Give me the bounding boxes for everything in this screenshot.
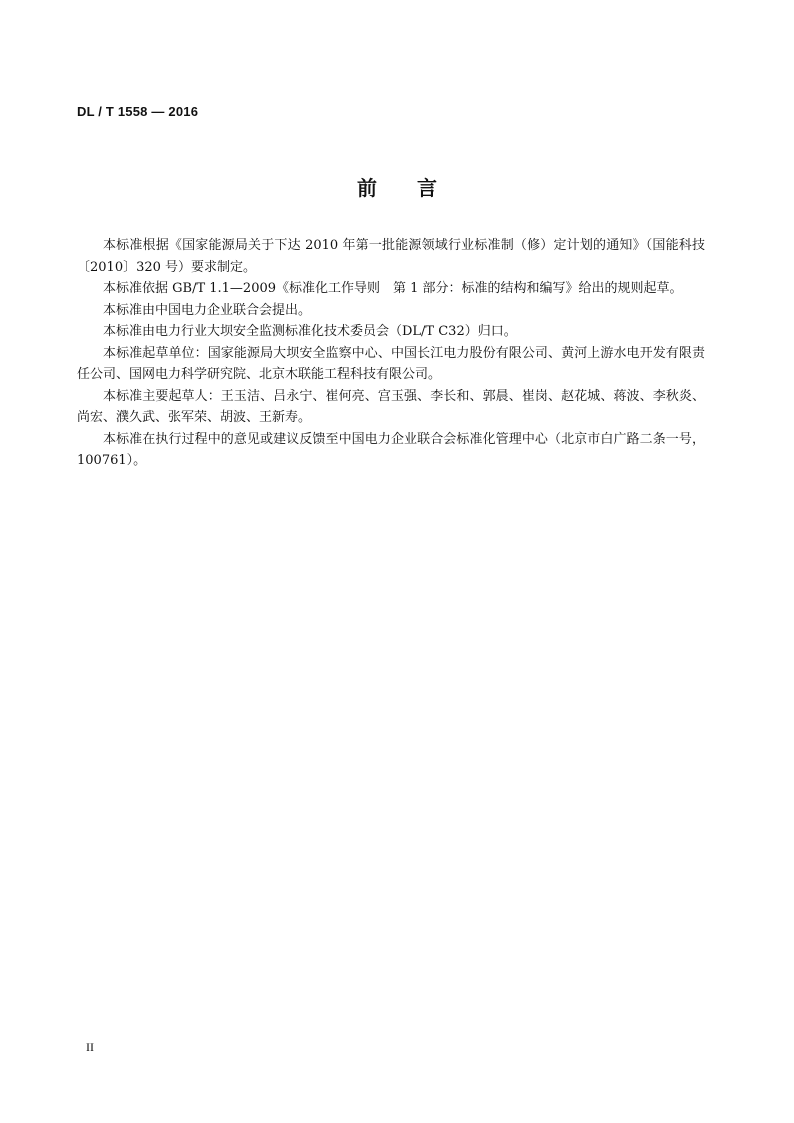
paragraph-proposer: 本标准由中国电力企业联合会提出。 (103, 302, 312, 318)
paragraph-basis: 本标准根据《国家能源局关于下达 2010 年第一批能源领域行业标准制（修）定计划的通知》（国能科技〔2010〕320 号）要求制定。 (77, 238, 705, 275)
paragraph-drafting-rules: 本标准依据 GB/T 1.1—2009《标准化工作导则 第 1 部分：标准的结构和编写》给出的规则起草。 (103, 281, 683, 296)
page-number: II (86, 1040, 94, 1054)
paragraph-feedback: 本标准在执行过程中的意见或建议反馈至中国电力企业联合会标准化管理中心（北京市白广路二条一号，100761）。 (77, 431, 705, 468)
title-char-2: 言 (417, 176, 437, 200)
standard-code: DL / T 1558 — 2016 (77, 104, 199, 119)
page-title (0, 172, 794, 201)
title-char-1: 前 (357, 176, 377, 200)
paragraph-drafting-units: 本标准起草单位：国家能源局大坝安全监察中心、中国长江电力股份有限公司、黄河上游水电开发有限责任公司、国网电力科学研究院、北京木联能工程科技有限公司。 (77, 345, 705, 382)
paragraph-committee: 本标准由电力行业大坝安全监测标准化技术委员会（DL/T C32）归口。 (103, 324, 517, 339)
paragraph-drafters: 本标准主要起草人：王玉洁、吕永宁、崔何亮、宫玉强、李长和、郭晨、崔岗、赵花城、蒋波、李秋炎、尚宏、濮久武、张军荣、胡波、王新寿。 (77, 388, 705, 425)
foreword-body (77, 235, 705, 472)
